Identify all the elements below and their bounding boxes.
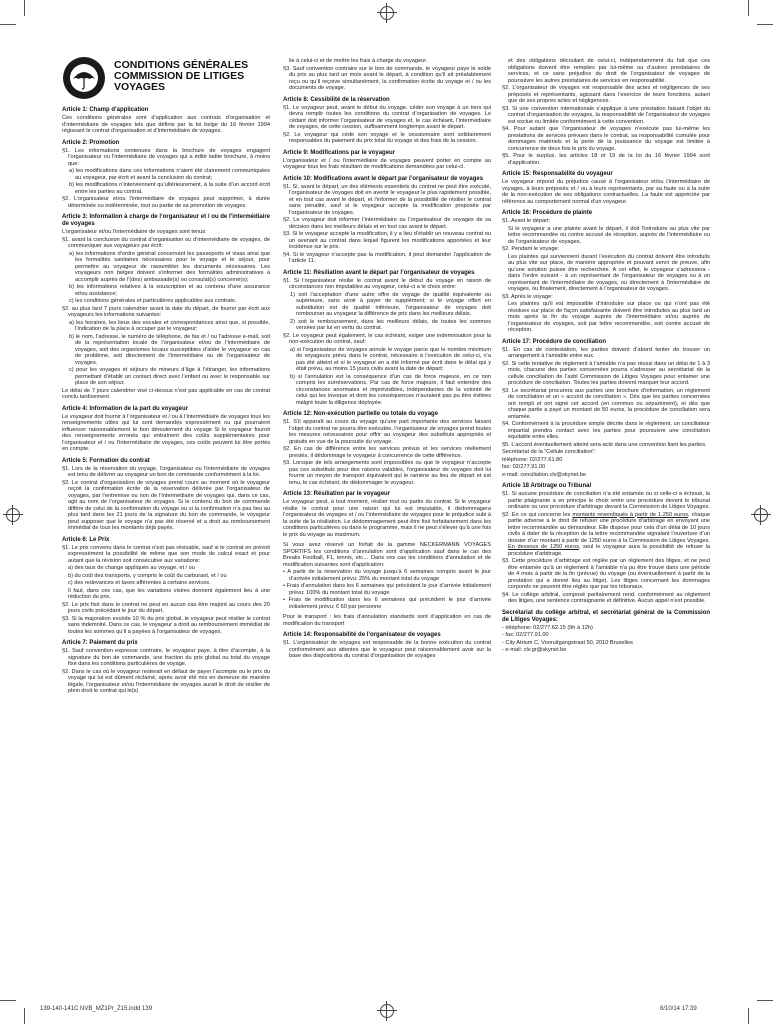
paragraph: §3. Après le voyage: [502, 293, 553, 300]
article-heading: Article 1: Champ d’application [62, 107, 149, 113]
paragraph: §4. Si le voyageur n’accepte pas la modification, il peut demander l’application de l’article 11. [283, 251, 491, 264]
paragraph: Pour le transport : les frais d’annulation standards sont d’application en cas de modification du transport [283, 614, 491, 627]
paragraph: §3. Sauf convention contraire sur le bon de commande, le voyageur paye le solde du prix au plus tard un mois avant le départ, à condition qu’il ait préalablement reçu ou qu’il reçoive simultanément, la confirmation écrite du voyage et / ou les documents de voyage. [283, 65, 491, 91]
paragraph: 1) soit l’acceptation d’une autre offre de voyage de qualité équivalente ou supérieure, sans avoir à payer de supplément; si le voyage offert en substitution est de qualité inférieure, l’organisateur de voyages doit rembourser au voyageur la différence de prix dans les meilleurs délais. [290, 291, 491, 317]
paragraph: §2. Pendant le voyage: [502, 246, 560, 252]
paragraph: et des obligations découlant de celui-ci, indépendamment du fait que ces obligations doivent être remplies par lui-même ou d’autres prestataires de services, et ce sans préjudice du droit de l’organisateur de voyages de poursuivre les autres prestataires de services en responsabilité. [508, 58, 710, 84]
underlined-text: montants revendiqués à partir de 1.250 euros [572, 511, 689, 518]
paragraph: Le voyageur doit fournir à l’organisateur et / ou à l’intermédiaire de voyages tous les renseignements utiles qui lui sont demandés expressément ou qui pourraient influencer raisonnablement le bon déroulement du voyage Si le voyageur fournit des renseignements erronés qui entraînent des coûts supplémentaires pour l’organisateur et / ou l’intermédiaire de voyages, ces coûts peuvent lui être portés en compte. [62, 413, 270, 452]
article-heading: Article 11: Résiliation avant le départ par l’organisateur de voyages [283, 269, 475, 276]
paragraph: b) les modifications n’interviennent qu’ultérieurement, à la suite d’un accord écrit entre les parties au contrat. [69, 182, 270, 195]
paragraph: §1. Si l’organisateur résilie le contrat avant le début du voyage en raison de circonstances non imputables au voyageur, celui-ci a le choix entre: [283, 277, 491, 290]
list-item: • Frais d’annulation dans les 6 semaines qui précèdent le jour d’arrivée initialement prévu: 100% du montant total du voyage [283, 583, 491, 596]
paragraph: Si vous avez réservé un forfait de la gamme NECKERMANN VOYAGES SPORTIFS les conditions d’annulation sont d’application sauf dans le cas des Breaks Football, F1, tennis, etc… Dans ces cas les conditions d’annulation et de modification suivantes sont d’application: [283, 542, 491, 568]
article-heading: Article 4: Information de la part du voyageur [62, 405, 189, 412]
paragraph: §2. Le prix fixé dans le contrat ne peut en aucun cas être majoré au cours des 20 jours civils précédant le jour du départ. [62, 601, 270, 614]
contact-line: e-mail: conciliation.clv@skynet.be [502, 471, 587, 478]
paragraph: §4. Conformément à la procédure simple décrite dans le règlement, un conciliateur impartial prendra contact avec les parties pour poursuivre une conciliation équitable entre elles. [502, 421, 710, 440]
umbrella-logo-icon [62, 56, 106, 100]
article-heading: Article 14: Responsabilité de l’organisateur de voyages [283, 632, 441, 638]
list-item: • Frais de modification dans les 6 semaines qui précèdent le jour d’arrivée initialement prévu: € 60 par personne [283, 597, 491, 610]
paragraph: a) si l’organisateur de voyages annule le voyage parce que le nombre minimum de voyageurs prévu dans le contrat, nécessaire à l’exécution de celui-ci, n’a pas été atteint et si le voyageur en a été informé par écrit dans le délai qui y était prévu, au moins 15 jours civils avant la date de départ; [290, 346, 491, 372]
paragraph: §1. avant la conclusion du contrat d’organisation ou d’intermédiaire de voyages, de communiquer aux voyageurs par écrit: [62, 236, 270, 249]
article-heading: Article 9: Modifications par le voyageur [283, 149, 396, 156]
paragraph: c) pour les voyages et séjours de mineurs d’âge à l’étranger, les informations permettant d’établir un contact direct avec l’enfant ou avec le responsable sur place de son séjour. [69, 367, 270, 386]
paragraph: §3. Si une convention internationale s’applique à une prestation faisant l’objet du contrat d’organisation de voyages, la responsabilité de l’organisateur de voyages est exclue ou limitée conformément à cette convention. [502, 105, 710, 125]
paragraph: a) les informations d’ordre général concernant les passeports et visas ainsi que les formalités sanitaires nécessaires pour le voyage et le séjour, pour permettre au voyageur de rassembler les documents nécessaires. Les voyageurs non belges doivent s’informer des formalités administratives à accomplir auprès de l’(des) ambassade(s) ou consulat(s) concerné(s); [69, 250, 270, 283]
paragraph: Le voyageur répond du préjudice causé à l’organisateur et/ou l’intermédiaire de voyages, à leurs préposés et / ou à leurs représentants, par sa faute ou à la suite de la non-exécution de ses obligations contractuelles. La faute est appréciée par référence au comportement normal d’un voyageur. [502, 179, 710, 205]
column-3 [502, 58, 710, 655]
registration-mark-left [6, 508, 20, 522]
paragraph: b) le nom, l’adresse, le numéro de téléphone, de fax et / ou l’adresse e-mail, soit de la représentation locale de l’organisateur et/ou de l’intermédiaire de voyages, soit des organismes locaux susceptibles d’aider le voyageur en cas de problème, soit directement de l’intermédiaire ou de l’organisateur de voyages. [69, 333, 270, 366]
paragraph: §2. L’organisateur de voyages est responsable des actes et négligences de ses préposés et représentants, agissant dans l’exercice de leurs fonctions, autant que de ses propres actes et négligences. [502, 85, 710, 104]
print-slug-date: 8/10/14 17:39 [660, 1006, 697, 1012]
crop-mark [757, 1000, 773, 1001]
document-header [62, 56, 270, 101]
article-heading: Article 5: Formation du contrat [62, 457, 150, 464]
title-line: COMMISSION DE LITIGES [114, 70, 245, 82]
paragraph: 2) soit le remboursement, dans les meilleurs délais, de toutes les sommes versées par lui en vertu du contrat. [290, 318, 491, 331]
text-run: , seul le voyageur aura la possibilité de refuser la procédure d’arbitrage. [508, 544, 710, 557]
paragraph: c) des redevances et taxes afférentes à certains services. [68, 580, 211, 586]
paragraph: §2. Le voyageur doit informer l’intermédiaire ou l’organisateur de voyages de sa décision dans les meilleurs délais et en tout cas avant le départ. [283, 217, 491, 230]
paragraph: a) les horaires, les lieux des escales et correspondances ainsi que, si possible, l’indication de la place à occuper par le voyageur; [69, 319, 270, 332]
paragraph: §2. Si cette tentative de règlement à l’amiable n’a pas réussi dans un délai de 1 à 3 mois, chacune des parties concernées pourra s’adresser au secrétariat de la cellule conciliation de l’asbl Commission de Litiges Voyages pour entamer une procédure de conciliation. Toutes les parties doivent marquer leur accord. [502, 360, 710, 386]
contact-line: - téléphone: 02/277.62.15 (9h à 12h) [502, 624, 593, 631]
paragraph: §4. Le collège arbitral, composé paritairement rend, conformément au règlement des litiges, une sentence contraignante et définitive. Aucun appel n’est possible. [502, 591, 710, 604]
crop-mark [24, 1008, 25, 1024]
paragraph: §1. Sauf convention expresse contraire, le voyageur paye, à titre d’acompte, à la signature du bon de commande, une fraction du prix global ou total du voyage fixé dans les conditions particulières de voyage. [62, 648, 270, 667]
paragraph: §1. Si, avant le départ, un des éléments essentiels du contrat ne peut être exécuté, l’organisateur de voyages doit en avertir le voyageur le plus rapidement possible, et en tout cas avant le départ, et l’informer de la possibilité de résilier le contrat sans pénalité, sauf si le voyageur accepte la modification proposée par l’organisateur de voyages. [283, 183, 491, 216]
paragraph: Le délai de 7 jours calendrier visé ci-dessus n’est pas applicable en cas de contrat conclu tardivement. [62, 387, 270, 400]
paragraph: §2. Le voyageur peut également, le cas échéant, exiger une indemnisation pour la non-exécution du contrat, sauf: [283, 332, 491, 345]
article-heading: Article 15: Responsabilité du voyageur [502, 171, 613, 177]
paragraph: Le voyageur peut, à tout moment, résilier tout ou partie du contrat. Si le voyageur résilie le contrat pour une raison qui lui est imputable, il dédommagera l’organisateur de voyages et / ou l’intermédiaire de voyages pour le préjudice subi à la suite de la résiliation. Le dédommagement peut être fixé forfaitairement dans les conditions particulières ou dans le programme, mais il ne peut s’élever qu’à une fois le prix du voyage au maximum. [283, 499, 491, 538]
paragraph: §2. En cas de différence entre les services prévus et les services réellement prestés, il dédommage le voyageur à concurrence de cette différence. [283, 446, 491, 459]
paragraph: a) les modifications dans ces informations n’aient été clairement communiquées au voyageur, par écrit et avant la conclusion du contrat; [69, 168, 270, 181]
paragraph: §3. Si la majoration excède 10 % du prix global, le voyageur peut résilier le contrat sans indemnité. Dans ce cas, le voyageur a droit au remboursement immédiat de toutes les sommes qu’il a payées à l’organisateur de voyages. [62, 615, 270, 635]
paragraph: §2. Dans le cas où le voyageur resterait en défaut de payer l’acompte ou le prix du voyage qui lui est dûment réclamé, après avoir été mis en demeure de manière légale, l’organisateur et/ou l’intermédiaire de voyages aurait le droit de résilier de plein droit le contrat qui le(s) [62, 668, 270, 694]
paragraph: §1. Le prix convenu dans le contrat n’est pas révisable, sauf si le contrat en prévoit expressément la possibilité de même que son mode de calcul exact et pour autant que la révision soit consécutive aux variations: [62, 544, 270, 564]
paragraph: §1. En cas de contestation, les parties doivent d’abord tenter de trouver un arrangement à l’amiable entre eux. [502, 346, 710, 359]
article-heading: Article 10: Modifications avant le départ par l’organisateur de voyages [283, 175, 484, 182]
contact-line: - e-mail: clv.gr@skynet.be [502, 647, 567, 653]
paragraph: §2. L’organisateur et/ou l’intermédiaire de voyages peut supprimer, à durée déterminée ou indéterminée, tout ou partie de sa promotion de voyages. [62, 196, 270, 209]
paragraph: Les plaintes qui surviennent durant l’exécution du contrat doivent être introduits au plus vite sur place, de manière appropriée et pouvant servir de preuve, afin qu’une solution puisse être recherchée. A cet effet, le voyageur s’adressera - dans l’ordre suivant - à un représentant de l’organisateur de voyages ou à un représentant de l’intermédiaire de voyages, ou directement à l’intermédiaire de voyages, ou finalement, directement à l’organisateur de voyages. [508, 253, 710, 292]
crop-mark [0, 1000, 16, 1001]
paragraph: a) des taux de change appliqués au voyage, et / ou [68, 565, 195, 571]
registration-mark-bottom [380, 1004, 394, 1018]
article-heading: Article 18 Arbitrage ou Tribunal [502, 483, 592, 489]
paragraph: §2. au plus tard 7 jours calendrier avant la date du départ, de fournir par écrit aux voyageurs les informations suivantes: [62, 305, 270, 318]
paragraph: §5. L’accord éventuellement atteint sera acté dans une convention liant les parties. [502, 441, 707, 448]
text-run: §2. En ce qui concerne les [502, 511, 573, 518]
paragraph: §1. L’organisateur de voyages est responsable de la bonne exécution du contrat conformément aux attentes que le voyageur peut raisonnablement avoir sur la base des dispositions du contrat d’organisation de voyages [283, 640, 491, 659]
column-2 [283, 58, 491, 661]
contact-line: fax: 02/277.91.00 [502, 464, 546, 470]
paragraph: L’organisateur et / ou l’intermédiaire de voyages peuvent porter en compte au voyageur tous les frais résultant de modifications demandées par celui-ci. [283, 157, 491, 170]
contact-line: Secrétariat de la “Cellule conciliation”: [502, 449, 596, 455]
underlined-text: En dessous de 1250 euros [508, 544, 579, 550]
registration-mark-top [380, 6, 394, 20]
paragraph: Ces conditions générales sont d’application aux contrats d’organisation et d’intermédiaire de voyages tels que définis par la loi belge du 16 février 1994 régissant le contrat d’organisation et d’intermédiaire de voyages. [62, 115, 270, 134]
paragraph: §1. Le voyageur peut, avant le début du voyage, céder son voyage à un tiers qui devra remplir toutes les conditions du contrat d’organisation de voyages. Le cédant doit informer l’organisateur de voyages et, le cas échéant, l’intermédiaire de voyages, de cette cession, suffisamment longtemps avant le départ. [283, 104, 491, 130]
paragraph: §1. S’il apparaît au cours du voyage qu’une part importante des services faisant l’objet du contrat ne pourra être exécutée, l’organisateur de voyages prend toutes les mesures nécessaires pour offrir au voyageur des substituts appropriés et gratuits en vue de la poursuite du voyage. [283, 419, 491, 445]
article-heading: Article 12: Non-exécution partielle ou totale du voyage [283, 411, 439, 417]
title-line: CONDITIONS GÉNÉRALES [114, 59, 249, 71]
crop-mark [748, 1008, 749, 1024]
article-heading: Article 17: Procédure de conciliation [502, 338, 607, 345]
paragraph: §2. Le voyageur qui cède son voyage et le cessionnaire sont solidairement responsables du paiement du prix total du voyage et des frais de la cession. [283, 131, 491, 144]
paragraph: b) les informations relatives à la souscription et au contenu d’une assurance et/ou assistance; [69, 284, 270, 297]
contact-line: téléphone: 02/277.61.80 [502, 456, 563, 463]
paragraph: lie à celui-ci et de mettre les frais à charge du voyageur. [289, 58, 428, 64]
secretariat-heading: Secrétariat du collège arbitral, et secrétariat général de la Commission de Litiges Voyages: [502, 609, 710, 623]
paragraph: c) les conditions générales et particulières applicables aux contrats. [69, 298, 237, 304]
title-line: VOYAGES [114, 81, 165, 93]
article-heading: Article 2: Promotion [62, 139, 120, 146]
document-title [114, 60, 248, 93]
paragraph: Si le voyageur a une plainte avant le départ, il doit l’introduire au plus vite par lettre recommandée ou contre accusé de réception, auprès de l’intermédiaire ou de l’organisateur de voyages. [508, 225, 710, 245]
paragraph: §1. Si aucune procédure de conciliation n’a été entamée ou si celle-ci a échoué, la partie plaignante a en principe le choix entre une procédure devant le tribunal ordinaire ou une procédure d’arbitrage devant la Commission de Litiges Voyages. [502, 491, 710, 510]
paragraph: §5. Pour le surplus, les articles 18 et 19 de la loi du 16 février 1994 sont d’application. [502, 153, 710, 166]
crop-mark [757, 24, 773, 25]
contact-line: - fax: 02/277.91.00 [502, 632, 549, 638]
article-heading: Article 3: Information à charge de l’organisateur et / ou de l’intermédiaire de voyages [62, 214, 270, 227]
article-heading: Article 13: Résiliation par le voyageur [283, 491, 391, 497]
article-heading: Article 6: Le Prix [62, 536, 110, 543]
paragraph: Il faut, dans ces cas, que les variations visées donnent également lieu à une réduction du prix. [68, 587, 270, 600]
paragraph: b) du coût des transports, y compris le coût du carburant, et / ou [68, 572, 227, 579]
print-slug-file: 139-140-141C NVB_MZ1Pr_Z15.indd 139 [40, 1006, 153, 1012]
crop-mark [0, 24, 16, 25]
paragraph: §2. Le contrat d’organisation de voyages prend cours au moment où le voyageur reçoit la confirmation écrite de la réservation délivrée par l’organisateur de voyages, par l’entremise ou non de l’intermédiaire de voyages qui, dans ce cas, agit au nom de l’organisateur de voyages. Si le contenu du bon de commande diffère de celui de la confirmation du voyage ou si la confirmation n’a pas lieu au plus tard dans les 21 jours de la signature du bon de commande, le voyageur peut supposer que le voyage n’a pas été réservé et a droit au remboursement immédiat de tous les montants déjà payés. [62, 479, 270, 531]
paragraph: L’organisateur et/ou l’intermédiaire de voyages sont tenus: [62, 229, 207, 235]
paragraph: §3. Le secrétariat procurera aux parties une brochure d’information, un règlement de conciliation et un « accord de conciliation ». Dès que les parties concernées ont rempli et ont signé cet accord (en commun ou séparément), et dès que chaque partie a payé un montant de 50 euros, la procédure de conciliation sera entamée. [502, 387, 710, 420]
crop-mark [748, 0, 749, 16]
article-heading: Article 16: Procédure de plainte [502, 210, 593, 216]
contact-line: - City Atrium C, Vooruitgangstraat 50, 2010 Bruxelles [502, 639, 633, 646]
article-heading: Article 8: Cessibilité de la réservation [283, 96, 390, 103]
paragraph [502, 512, 710, 558]
list-item: • A partir de la réservation du voyage jusqu’à 6 semaines compris avant le jour d’arrivée initialement prévu: 25% du montant total du voyage [283, 569, 491, 582]
registration-mark-right [754, 508, 768, 522]
text-run: , chaque partie adverse a le droit de refuser une procédure d’arbitrage en envoyant une lettre recommandée au demandeur. Elle dispose pour cela d’un délai de 10 jours civils à dater de la réception de la lettre recommandée signalant l’ouverture d’un dossier d’un montant à partir de 1250 euros à la Commission de Litiges Voyages. [508, 511, 710, 544]
crop-mark [24, 0, 25, 16]
paragraph: §3. Lorsque de tels arrangements sont impossibles ou que le voyageur n’accepte pas ces substituts pour des raisons valables, l’organisateur de voyages doit lui fournir un moyen de transport équivalent qui le ramène au lieu de départ et est tenu, le cas échéant, de dédommager le voyageur. [283, 460, 491, 486]
paragraph: §1. Avant le départ: [502, 218, 551, 224]
column-1 [62, 56, 270, 696]
paragraph: b) si l’annulation est la conséquence d’un cas de force majeure, en ce non compris les surréservations. Par cas de force majeure, il faut entendre des circonstances anormales et imprévisibles, indépendantes de la volonté de celui qui les invoque et dont les conséquences n’auraient pas pu être évitées malgré toute la diligence déployée. [290, 373, 491, 406]
paragraph: §4. Pour autant que l’organisateur de voyages n’exécute pas lui-même les prestations de services prévues dans le contrat, sa responsabilité cumulée pour dommages matériels et la perte de la jouissance du voyage est limitée à concurrence de deux fois le prix du voyage. [502, 126, 710, 152]
paragraph: §3. Cette procédure d’arbitrage est réglée par un règlement des litiges, et ne peut être entamée qu’à un règlement à l’amiable n’a pu être trouvé dans une période de 4 mois à partir de la fin (prévue) du voyage (ou éventuellement à partir de la prestation qui a donné lieu au litige). Les litiges concernant les dommages corporels ne peuvent être réglés que par les tribunaux. [502, 558, 710, 590]
paragraph: §3. Si le voyageur accepte la modification, il y a lieu d’établir un nouveau contrat ou un avenant au contrat dans lequel figurent les modifications apportées et leur incidence sur le prix. [283, 231, 491, 250]
paragraph: §1. Les informations contenues dans la brochure de voyages engagent l’organisateur ou l’intermédiaire de voyages qui a édité ladite brochure, à moins que: [62, 147, 270, 167]
article-heading: Article 7: Paiement du prix [62, 640, 138, 646]
paragraph: §1. Lors de la réservation du voyage, l’organisateur ou l’intermédiaire de voyages est tenu de délivrer au voyageur un bon de commande conformément à la loi. [62, 465, 270, 478]
paragraph: Les plaintes qu’il est impossible d’introduire sur place ou qui n’ont pas été résolues sur place de façon satisfaisante doivent être introduites au plus tard un mois après la fin du voyage auprès de l’intermédiaire et/ou auprès de l’organisateur de voyages, soit par lettre recommandée, soit contre accusé de réception. [508, 301, 710, 333]
